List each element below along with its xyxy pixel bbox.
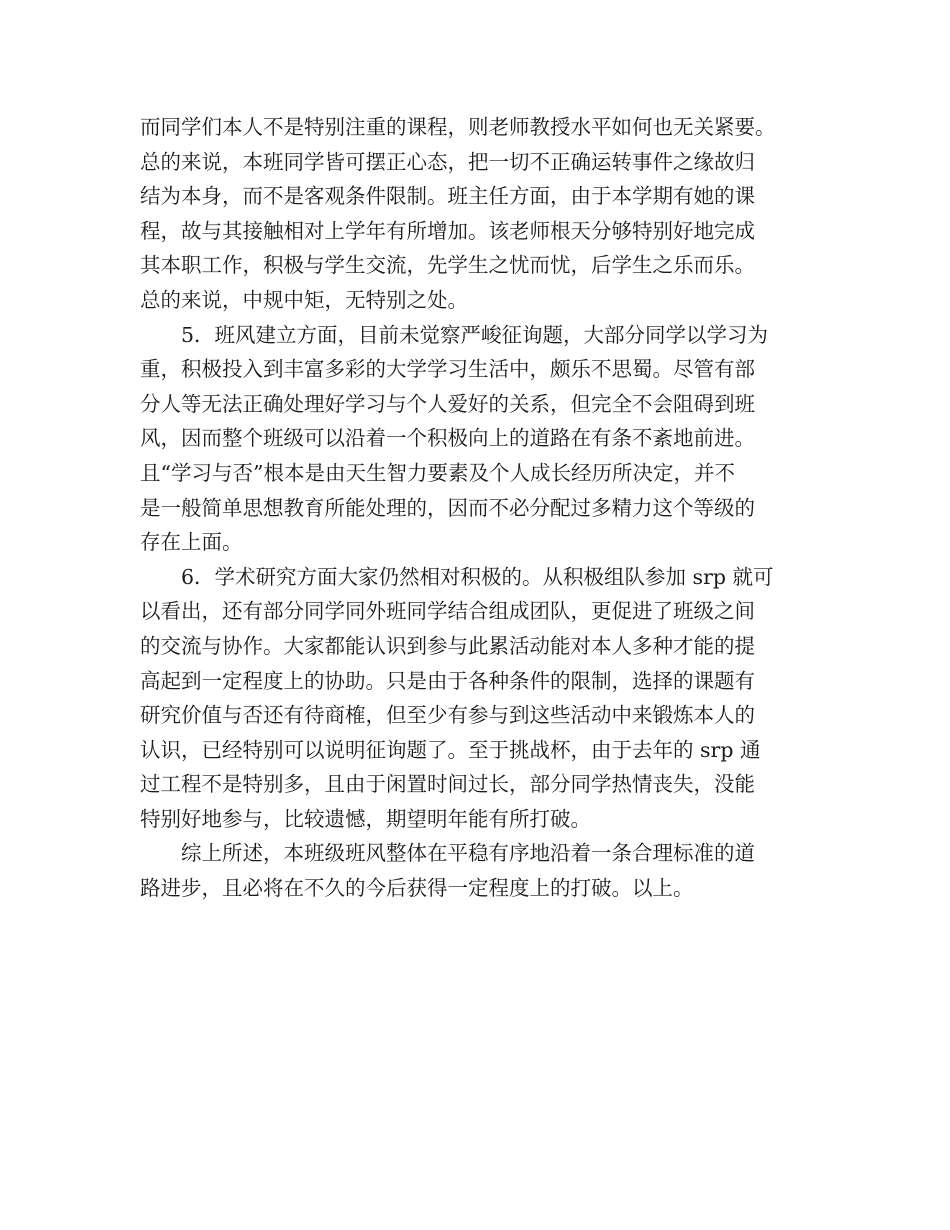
text-line: 程，故与其接触相对上学年有所增加。该老师根天分够特别好地完成 [140, 218, 755, 243]
text-line: 6．学术研究方面大家仍然相对积极的。从积极组队参加 srp 就可 [181, 564, 774, 589]
text-line: 特别好地参与，比较遗憾，期望明年能有所打破。 [140, 806, 591, 831]
text-line: 总的来说，中规中矩，无特别之处。 [140, 287, 468, 312]
text-line: 分人等无法正确处理好学习与个人爱好的关系，但完全不会阻碍到班 [140, 391, 755, 416]
paragraph-1 [140, 110, 835, 318]
text-line: 是一般简单思想教育所能处理的，因而不必分配过多精力这个等级的 [140, 495, 755, 520]
text-line: 研究价值与否还有待商榷，但至少有参与到这些活动中来锻炼本人的 [140, 703, 755, 728]
text-line: 的交流与协作。大家都能认识到参与此累活动能对本人多种才能的提 [140, 633, 755, 658]
document-body [140, 110, 835, 906]
text-line: 总的来说，本班同学皆可摆正心态，把一切不正确运转事件之缘故归 [140, 149, 755, 174]
paragraph-4-summary [140, 836, 835, 905]
text-line: 而同学们本人不是特别注重的课程，则老师教授水平如何也无关紧要。 [140, 115, 776, 139]
paragraph-2-class-style [140, 318, 835, 560]
text-line: 结为本身，而不是客观条件限制。班主任方面，由于本学期有她的课 [140, 184, 755, 209]
text-line: 过工程不是特别多，且由于闲置时间过长，部分同学热情丧失，没能 [140, 772, 755, 797]
paragraph-3-academic-research [140, 560, 835, 837]
text-line: 风，因而整个班级可以沿着一个积极向上的道路在有条不紊地前进。 [140, 426, 755, 451]
text-line: 重，积极投入到丰富多彩的大学学习生活中，颇乐不思蜀。尽管有部 [140, 357, 755, 382]
text-line: 其本职工作，积极与学生交流，先学生之忧而忧，后学生之乐而乐。 [140, 253, 755, 278]
text-line: 5．班风建立方面，目前未觉察严峻征询题，大部分同学以学习为 [181, 322, 769, 347]
text-line: 高起到一定程度上的协助。只是由于各种条件的限制，选择的课题有 [140, 668, 755, 693]
text-line: 综上所述，本班级班风整体在平稳有序地沿着一条合理标准的道 [181, 841, 755, 866]
text-line: 存在上面。 [140, 530, 243, 555]
text-line: 以看出，还有部分同学同外班同学结合组成团队，更促进了班级之间 [140, 599, 755, 624]
text-line: 且“学习与否”根本是由天生智力要素及个人成长经历所决定，并不 [140, 460, 735, 485]
text-line: 路进步，且必将在不久的今后获得一定程度上的打破。以上。 [140, 876, 694, 901]
text-line: 认识，已经特别可以说明征询题了。至于挑战杯，由于去年的 srp 通 [140, 737, 761, 762]
